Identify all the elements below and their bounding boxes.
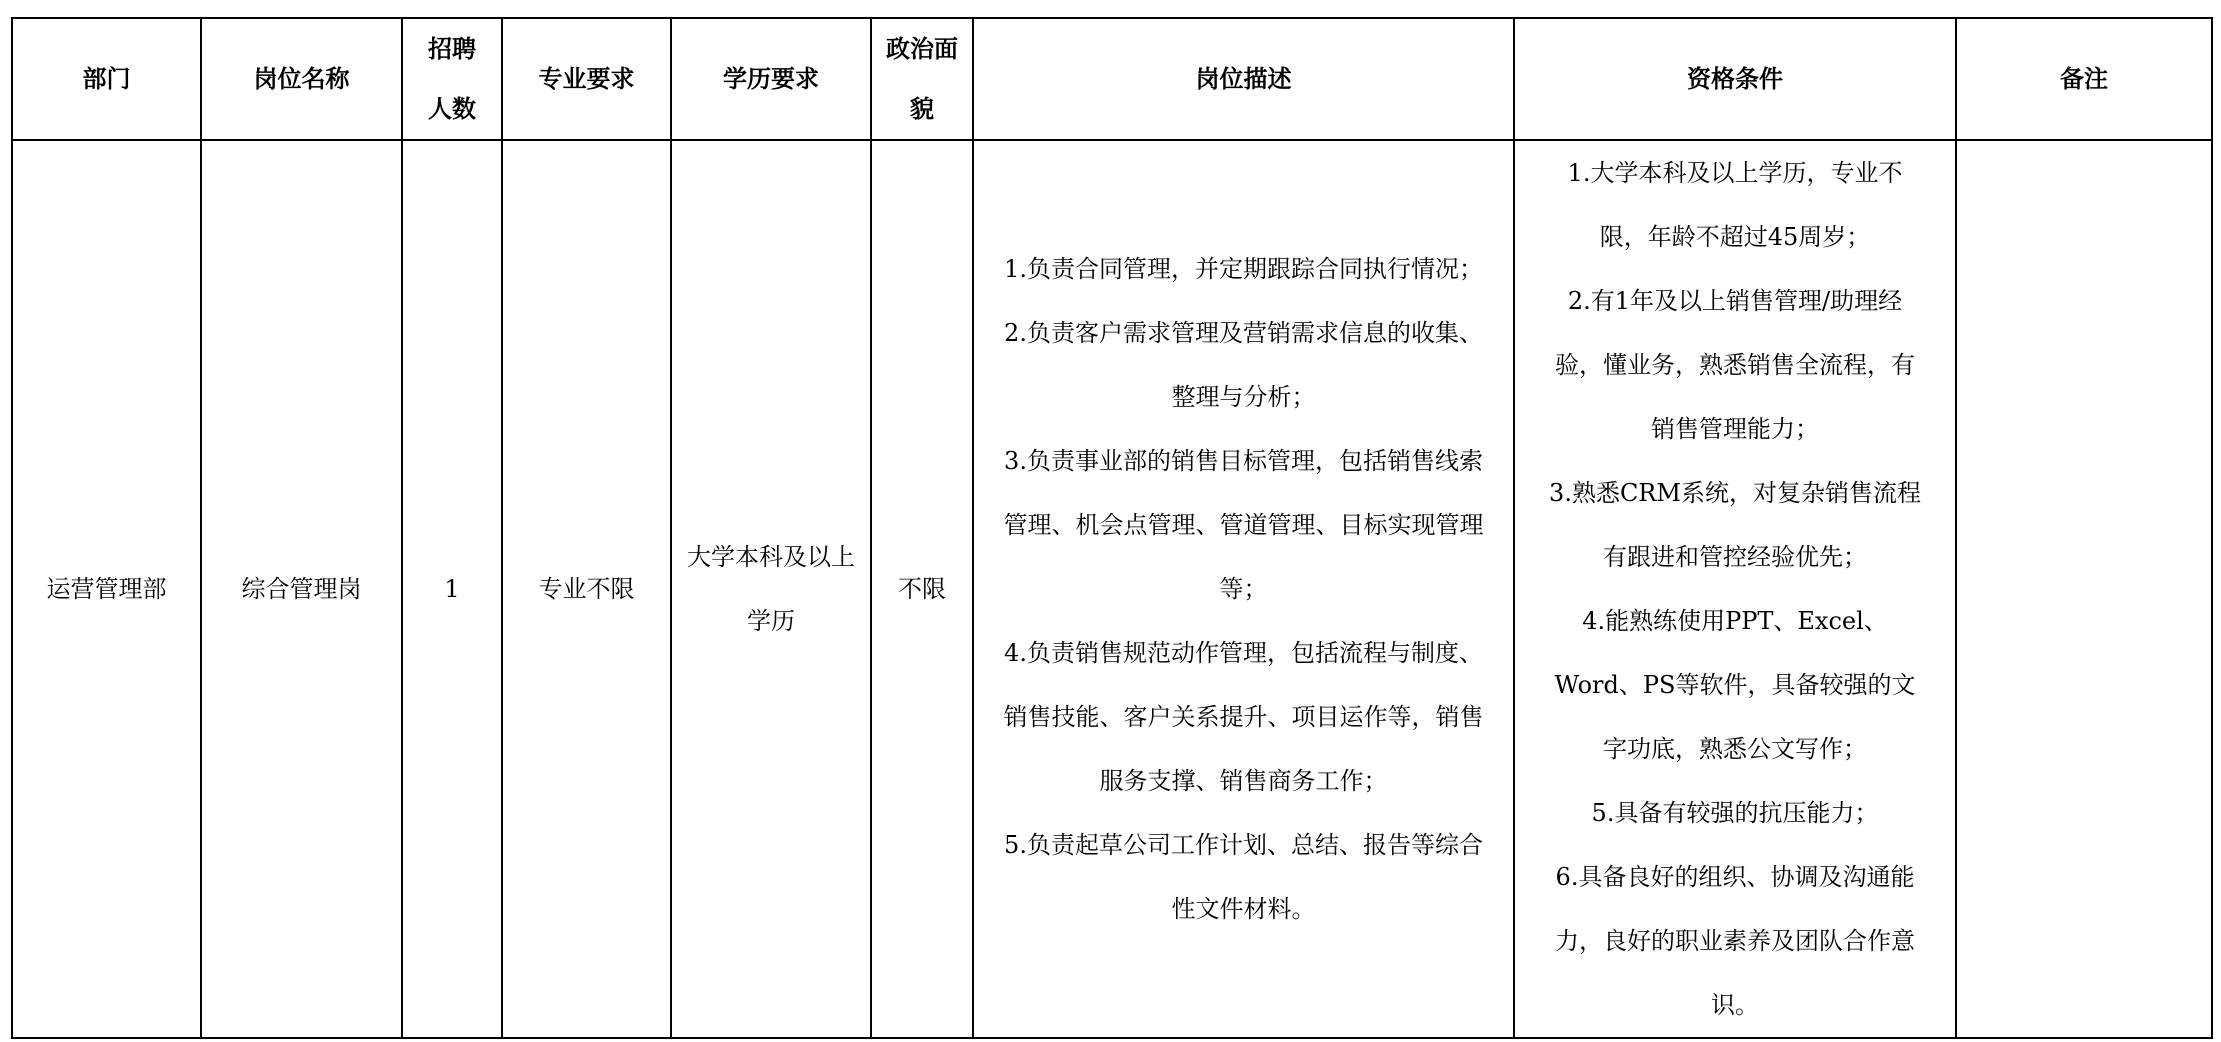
description-item: 3.负责事业部的销售目标管理，包括销售线索管理、机会点管理、管道管理、目标实现管理等；: [1003, 447, 1484, 603]
table-row: [12, 140, 2212, 1038]
description-item: 4.负责销售规范动作管理，包括流程与制度、销售技能、客户关系提升、项目运作等，销售服务支撑、销售商务工作；: [1003, 639, 1484, 795]
header-dept: 部门: [12, 18, 201, 140]
description-item: 1.负责合同管理，并定期跟踪合同执行情况；: [1004, 255, 1483, 283]
description-item: 5.负责起草公司工作计划、总结、报告等综合性文件材料。: [1004, 831, 1483, 923]
cell-description: [973, 140, 1514, 1038]
header-political: 政治面貌: [871, 18, 973, 140]
cell-position: 综合管理岗: [201, 140, 402, 1038]
cell-count: 1: [402, 140, 502, 1038]
qualification-item: 4.能熟练使用PPT、Excel、Word、PS等软件，具备较强的文字功底，熟悉公文写作；: [1554, 607, 1916, 763]
header-row: [12, 18, 2212, 140]
cell-remarks: [1956, 140, 2212, 1038]
header-remarks: 备注: [1956, 18, 2212, 140]
qualification-item: 3.熟悉CRM系统，对复杂销售流程有跟进和管控经验优先；: [1549, 479, 1921, 571]
header-count: 招聘人数: [402, 18, 502, 140]
header-education: 学历要求: [671, 18, 871, 140]
qualification-item: 2.有1年及以上销售管理/助理经验，懂业务，熟悉销售全流程，有销售管理能力；: [1555, 287, 1915, 443]
recruitment-table: [11, 17, 2213, 1039]
cell-qualifications: [1514, 140, 1956, 1038]
cell-dept: 运营管理部: [12, 140, 201, 1038]
header-position: 岗位名称: [201, 18, 402, 140]
qualification-item: 6.具备良好的组织、协调及沟通能力，良好的职业素养及团队合作意识。: [1555, 863, 1915, 1019]
header-qualifications: 资格条件: [1514, 18, 1956, 140]
cell-major: 专业不限: [502, 140, 671, 1038]
qualification-item: 5.具备有较强的抗压能力；: [1591, 799, 1879, 827]
cell-education: 大学本科及以上学历: [671, 140, 871, 1038]
header-major: 专业要求: [502, 18, 671, 140]
qualification-item: 1.大学本科及以上学历，专业不限，年龄不超过45周岁；: [1567, 159, 1903, 251]
cell-political: 不限: [871, 140, 973, 1038]
header-description: 岗位描述: [973, 18, 1514, 140]
description-item: 2.负责客户需求管理及营销需求信息的收集、整理与分析；: [1004, 319, 1483, 411]
